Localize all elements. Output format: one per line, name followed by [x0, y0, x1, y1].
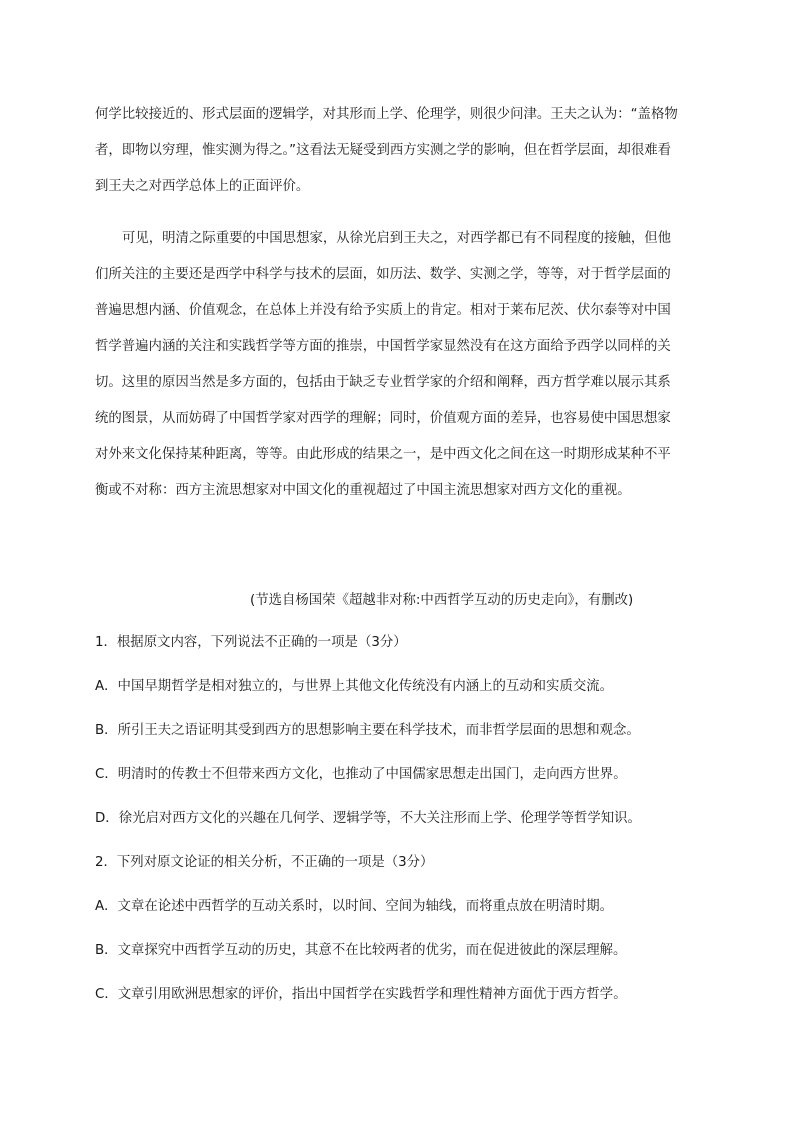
question-1-option-a: A．中国早期哲学是相对独立的，与世界上其他文化传统没有内涵上的互动和实质交流。	[95, 679, 614, 694]
passage-line: 可见，明清之际重要的中国思想家，从徐光启到王夫之，对西学都已有不同程度的接触，但他	[122, 231, 672, 246]
reading-passage	[95, 97, 700, 509]
passage-line: 何学比较接近的、形式层面的逻辑学，对其形而上学、伦理学，则很少问津。王夫之认为：“盖格物	[95, 107, 678, 122]
passage-line: 对外来文化保持某种距离，等等。由此形成的结果之一，是中西文化之间在这一时期形成某种不平	[95, 447, 671, 462]
source-citation: (节选自杨国荣《超越非对称:中西哲学互动的历史走向》，有删改)	[250, 593, 634, 608]
paragraph-spacer	[95, 205, 700, 221]
question-1-stem: 1．根据原文内容，下列说法不正确的一项是（3分）	[95, 635, 407, 650]
passage-line: 衡或不对称：西方主流思想家对中国文化的重视超过了中国主流思想家对西方文化的重视。	[95, 483, 631, 498]
question-2-option-a: A．文章在论述中西哲学的互动关系时，以时间、空间为轴线，而将重点放在明清时期。	[95, 899, 614, 914]
question-2-option-b: B．文章探究中西哲学互动的历史，其意不在比较两者的优劣，而在促进彼此的深层理解。	[95, 943, 627, 958]
question-1-option-d: D．徐光启对西方文化的兴趣在几何学、逻辑学等，不大关注形而上学、伦理学等哲学知识。	[95, 811, 641, 826]
question-1-option-b: B．所引王夫之语证明其受到西方的思想影响主要在科学技术，而非哲学层面的思想和观念。	[95, 723, 640, 738]
passage-line: 切。这里的原因当然是多方面的，包括由于缺乏专业哲学家的介绍和阐释，西方哲学难以展示其系	[95, 375, 671, 390]
passage-line: 们所关注的主要还是西学中科学与技术的层面，如历法、数学、实测之学，等等，对于哲学层面的	[95, 267, 671, 282]
passage-paragraph-2	[95, 221, 700, 509]
question-2-option-c: C．文章引用欧洲思想家的评价，指出中国哲学在实践哲学和理性精神方面优于西方哲学。	[95, 987, 627, 1002]
passage-line: 统的图景，从而妨碍了中国哲学家对西学的理解；同时，价值观方面的差异，也容易使中国思想家	[95, 411, 671, 426]
passage-paragraph-1	[95, 97, 700, 205]
passage-line: 者，即物以穷理，惟实测为得之。”这看法无疑受到西方实测之学的影响，但在哲学层面，却很难看	[95, 143, 672, 158]
question-2-stem: 2．下列对原文论证的相关分析，不正确的一项是（3分）	[95, 855, 434, 870]
passage-line: 普遍思想内涵、价值观念，在总体上并没有给予实质上的肯定。相对于莱布尼茨、伏尔泰等对中国	[95, 303, 671, 318]
passage-line: 到王夫之对西学总体上的正面评价。	[95, 179, 310, 194]
passage-line: 哲学普遍内涵的关注和实践哲学等方面的推崇，中国哲学家显然没有在这方面给予西学以同样的关	[95, 339, 671, 354]
question-1-option-c: C．明清时的传教士不但带来西方文化，也推动了中国儒家思想走出国门，走向西方世界。	[95, 767, 627, 782]
